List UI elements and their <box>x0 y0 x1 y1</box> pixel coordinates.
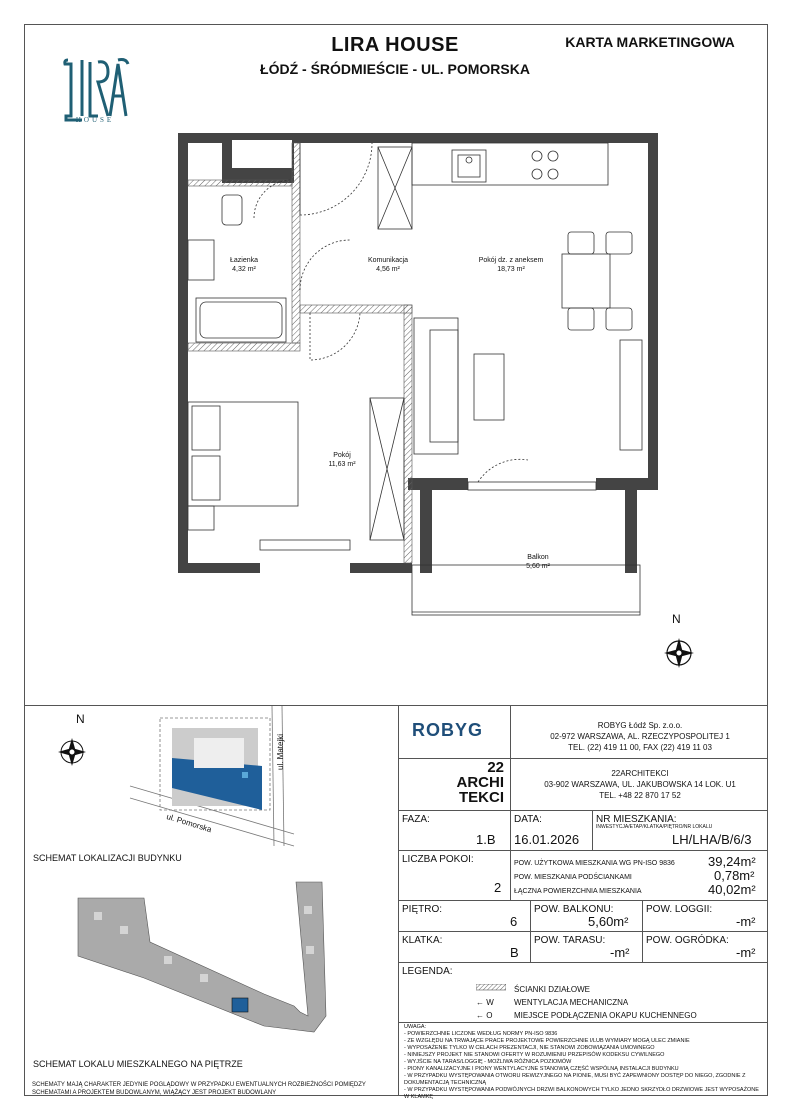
pietro-value: 6 <box>510 914 518 929</box>
pokoje-label: LICZBA POKOI: <box>402 854 474 865</box>
project-location: ŁÓDŹ - ŚRÓDMIEŚCIE - UL. POMORSKA <box>260 61 530 77</box>
street-pomorska: ul. Pomorska <box>165 812 213 835</box>
taras-value: -m² <box>610 945 630 960</box>
legend-symbol-ventilation: ← W <box>476 998 494 1007</box>
floor-caption: SCHEMAT LOKALU MIESZKALNEGO NA PIĘTRZE <box>33 1059 243 1069</box>
developer-contact: ROBYG Łódź Sp. z.o.o. 02-972 WARSZAWA, AL. RZECZYPOSPOLITEJ 1 TEL. (22) 419 11 00, FAX (22) 419 11 03 <box>550 721 730 752</box>
data-label: DATA: <box>514 814 542 825</box>
logo-subtitle: HOUSE <box>75 116 115 124</box>
pokoje-value: 2 <box>494 880 502 895</box>
ogrodek-value: -m² <box>736 945 756 960</box>
architect-logo: 22 ARCHI TEKCI <box>456 759 504 806</box>
location-caption: SCHEMAT LOKALIZACJI BUDYNKU <box>33 853 182 863</box>
data-value: 16.01.2026 <box>514 832 580 847</box>
notes: UWAGA: - POWIERZCHNIE LICZONE WEDŁUG NORMY PN-ISO 9836 - ZE WZGLĘDU NA TRWAJĄCE PRACE PROJEKTOWE POWIERZCHNIE I/LUB WYMIARY MOGĄ ULEC ZMIANIE - WYPOSAŻENIE TYLKO W CELACH PREZENTACJI, NIE STANOWI ZOBOWIĄZANIA UMOWNEGO - NINIEJSZY PROJEKT NIE STANOWI OFERTY W ROZUMIENIU PRZEPISÓW KODEKSU CYWILNEGO - WYJŚCIE NA TARAS/LOGGIĘ - MOŻLIWA RÓŻNICA POZIOMÓW - PIONY KANALIZACYJNE I PIONY WENTYLACYJNE STANOWIĄ CZĘŚĆ WSPÓLNĄ INSTALACJI BUDYNKU - W PRZYPADKU WYSTĘPOWANIA OTWORU REWIZYJNEGO NA PIONIE, MUSI BYĆ ZAPEWNIONY DOSTĘP DO NIEGO, ZGODNIE Z DOKUMENTACJĄ TECHNICZNĄ - W PRZYPADKU WYSTĘPOWANIA PODWÓJNYCH DRZWI BALKONOWYCH TYLKO JEDNO SKRZYDŁO DRZWIOWE JEST WYPOSAŻONE W KLAMKĘ <box>404 1024 759 1100</box>
schema-disclaimer: SCHEMATY MAJĄ CHARAKTER JEDYNIE POGLĄDOWY W PRZYPADKU EWENTUALNYCH ROZBIEŻNOŚCI POMIĘDZY SCHEMATAMI A PROJEKTEM BUDOWLANYM, WIĄŻĄCY JEST PROJEKT BUDOWLANY <box>32 1082 366 1096</box>
balkon-label: POW. BALKONU: <box>534 904 614 915</box>
card-title: KARTA MARKETINGOWA <box>565 34 735 50</box>
klatka-label: KLATKA: <box>402 935 443 946</box>
pow-pod-label: POW. MIESZKANIA PODŚCIANKAMI <box>514 874 632 881</box>
faza-label: FAZA: <box>402 814 430 825</box>
room-bathroom: Łazienka 4,32 m² <box>229 257 259 273</box>
faza-value: 1.B <box>476 832 496 847</box>
legend-item-ventilation: WENTYLACJA MECHANICZNA <box>514 998 629 1007</box>
pietro-label: PIĘTRO: <box>402 904 443 915</box>
pow-uz-value: 39,24m² <box>708 854 756 869</box>
klatka-value: B <box>510 945 519 960</box>
architect-contact: 22ARCHITEKCI 03-902 WARSZAWA, UL. JAKUBOWSKA 14 LOK. U1 TEL. +48 22 870 17 52 <box>544 769 736 800</box>
room-hall: Komunikacja 4,56 m² <box>367 257 409 273</box>
pow-uz-label: POW. UŻYTKOWA MIESZKANIA WG PN-ISO 9836 <box>514 860 675 867</box>
compass-north-label: N <box>672 612 681 626</box>
room-bedroom: Pokój 11,63 m² <box>328 452 356 468</box>
legend-title: LEGENDA: <box>402 966 453 977</box>
legend-symbol-hood: ← O <box>476 1011 493 1020</box>
taras-label: POW. TARASU: <box>534 935 606 946</box>
compass-icon <box>664 638 694 668</box>
room-balcony: Balkon 5,60 m² <box>526 554 550 570</box>
legend-item-partitions: ŚCIANKI DZIAŁOWE <box>514 985 591 994</box>
legend-item-hood: MIEJSCE PODŁĄCZENIA OKAPU KUCHENNEGO <box>514 1011 697 1020</box>
project-title: LIRA HOUSE <box>331 34 459 56</box>
location-north-label: N <box>76 712 85 726</box>
robyg-logo: ROBYG <box>412 720 484 740</box>
nr-value: LH/LHA/B/6/3 <box>672 832 752 847</box>
street-matejki: ul. Matejki <box>276 733 285 770</box>
pow-lacz-label: ŁĄCZNA POWIERZCHNIA MIESZKANIA <box>514 888 642 895</box>
partition-hatch-icon <box>476 984 506 992</box>
nr-sub-label: INWESTYCJA/ETAP/KLATKA/PIĘTRO/NR LOKALU <box>596 824 713 830</box>
location-schema <box>24 706 398 1096</box>
loggia-value: -m² <box>736 914 756 929</box>
nr-label: NR MIESZKANIA: <box>596 814 677 825</box>
room-living: Pokój dz. z aneksem 18,73 m² <box>478 257 544 273</box>
pow-pod-value: 0,78m² <box>714 868 755 883</box>
loggia-label: POW. LOGGII: <box>646 904 713 915</box>
balkon-value: 5,60m² <box>588 914 629 929</box>
pow-lacz-value: 40,02m² <box>708 882 756 897</box>
compass-icon <box>58 738 86 766</box>
ogrodek-label: POW. OGRÓDKA: <box>646 935 729 946</box>
